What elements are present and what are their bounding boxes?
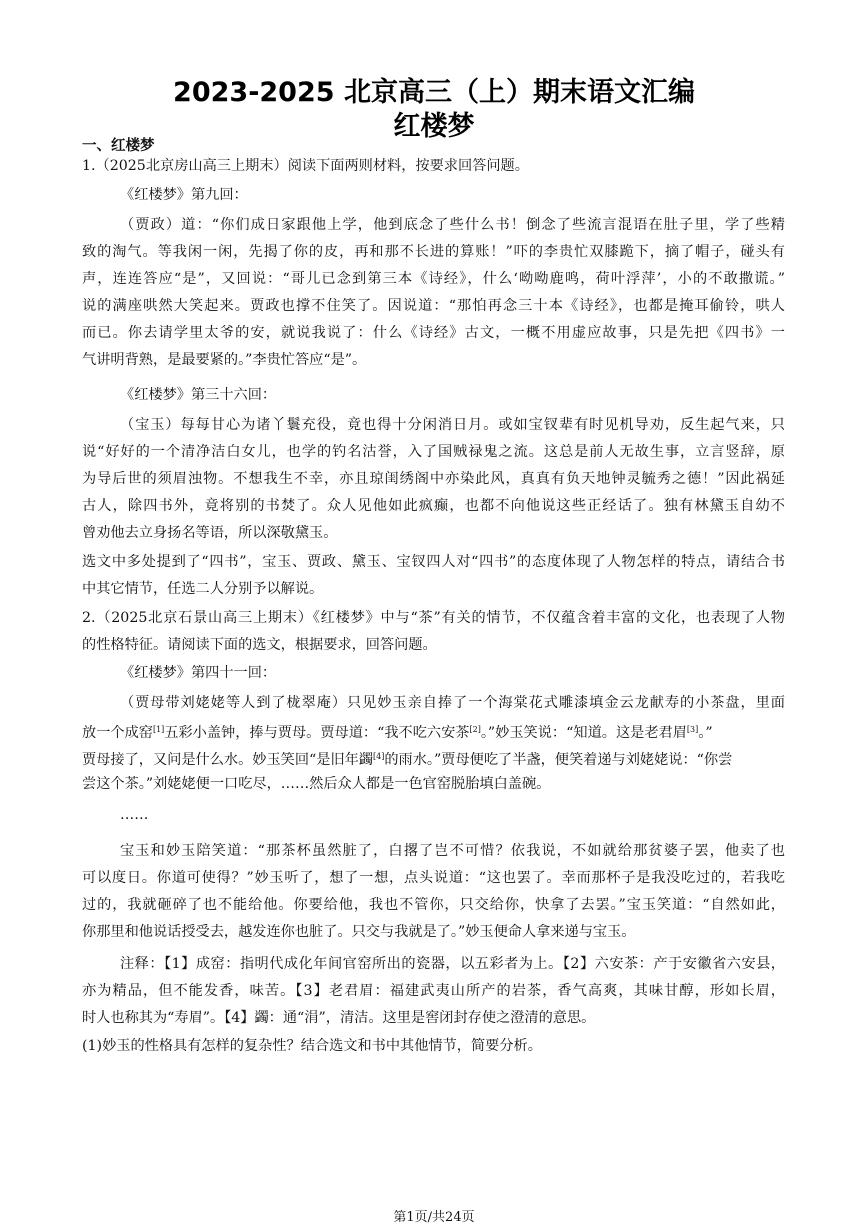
q2-source: 《红楼梦》第四十一回：: [120, 665, 277, 681]
q1-p1-line: 致的淘气。等我闲一闲，先揭了你的皮，再和那不长进的算账！”吓的李贵忙双膝跪下，摘了帽子，碰头有: [82, 244, 785, 260]
document-title: 2023-2025 北京高三（上）期末语文汇编: [173, 77, 695, 108]
ellipsis: ……: [120, 807, 149, 823]
q2-p2-line: 你那里和他说话授受去，越发连你也脏了。只交与我就是了。”妙玉便命人拿来递与宝玉。: [82, 924, 636, 940]
q1-p1-line: 说的满座哄然大笑起来。贾政也撑不住笑了。因说道：“那怕再念三十本《诗经》，也都是掩耳偷铃，哄人: [82, 298, 785, 314]
q2-p1-text: 五彩小盖钟，捧与贾母。贾母道：“我不吃六安茶: [164, 725, 470, 741]
q2-p1-line: （贾母带刘姥姥等人到了栊翠庵）只见妙玉亲自捧了一个海棠花式雕漆填金云龙献寿的小茶盘，里面: [120, 695, 785, 711]
footnote-ref: [4]: [373, 752, 385, 761]
q2-p1-line: 尝这个茶。”刘姥姥便一口吃尽，……然后众人都是一色官窑脱胎填白盖碗。: [82, 776, 551, 792]
footnote-ref: [2]: [469, 725, 481, 734]
q2-intro-line: 的性格特征。请阅读下面的选文，根据要求，回答问题。: [82, 637, 437, 653]
notes-line: 亦为精品，但不能发香，味苦。【3】老君眉：福建武夷山所产的岩茶，香气高爽，其味甘醇，形如长眉，: [82, 983, 785, 999]
page-footer: 第1页/共24页: [393, 1210, 475, 1225]
q2-p2-line: 可以度日。你道可使得？”妙玉听了，想了一想，点头说道：“这也罢了。幸而那杯子是我没吃过的，若我吃: [82, 870, 785, 886]
document-subtitle: 红楼梦: [393, 111, 475, 142]
q1-p2-line: 为导后世的须眉浊物。不想我生不幸，亦且琼闺绣阁中亦染此风，真真有负天地钟灵毓秀之德！”因此祸延: [82, 471, 785, 487]
q1-p2-line: （宝玉）每每甘心为诸丫鬟充役，竟也得十分闲消日月。或如宝钗辈有时见机导劝，反生起气来，只: [120, 417, 785, 433]
q1-source-1: 《红楼梦》第九回：: [120, 187, 248, 203]
q1-intro: 1.（2025北京房山高三上期末）阅读下面两则材料，按要求回答问题。: [82, 158, 529, 174]
q2-subquestion-1: (1)妙玉的性格具有怎样的复杂性？结合选文和书中其他情节，简要分析。: [82, 1038, 542, 1054]
q1-source-2: 《红楼梦》第三十六回：: [120, 387, 277, 403]
q2-p1-line: [82, 721, 713, 742]
q1-p1-line: 气讲明背熟，是最要紧的。”李贵忙答应“是”。: [82, 352, 367, 368]
q1-task-line: 选文中多处提到了“四书”，宝玉、贾政、黛玉、宝钗四人对“四书”的态度体现了人物怎样的特点，请结合书: [82, 554, 785, 570]
q1-p2-line: 说“好好的一个清净洁白女儿，也学的钓名沽誉，入了国贼禄鬼之流。这总是前人无故生事，立言竖辞，原: [82, 444, 785, 460]
q2-p1-text: 。”: [698, 725, 713, 741]
q1-p1-line: （贾政）道：“你们成日家跟他上学，他到底念了些什么书！倒念了些流言混语在肚子里，学了些精: [120, 217, 785, 233]
q2-p1-text: 贾母接了，又问是什么水。妙玉笑回“是旧年蠲: [82, 752, 374, 768]
q1-task-line: 中其它情节，任选二人分别予以解说。: [82, 581, 324, 597]
q1-p1-line: 而已。你去请学里太爷的安，就说我说了：什么《诗经》古文，一概不用虚应故事，只是先把《四书》一: [82, 325, 785, 341]
q2-p2-line: 宝玉和妙玉陪笑道：“那茶杯虽然脏了，白撂了岂不可惜？依我说，不如就给那贫婆子罢，他卖了也: [120, 843, 785, 859]
q1-p2-line: 曾劝他去立身扬名等语，所以深敬黛玉。: [82, 525, 338, 541]
q2-p1-text: 的雨水。”贾母便吃了半盏，便笑着递与刘姥姥说：“你尝: [384, 752, 733, 768]
notes-line: 时人也称其为“寿眉”。【4】蠲：通“涓”，清洁。这里是窖闭封存使之澄清的意思。: [82, 1010, 596, 1026]
q1-p2-line: 古人，除四书外，竟将别的书焚了。众人见他如此疯癫，也都不向他说这些正经话了。独有林黛玉自幼不: [82, 498, 785, 514]
section-heading: 一、红楼梦: [82, 138, 155, 154]
footnote-ref: [3]: [686, 725, 699, 734]
q1-p1-line: 声，连连答应“是”，又回说：“哥儿已念到第三本《诗经》，什么‘呦呦鹿鸣，荷叶浮萍’，小的不敢撒谎。”: [82, 271, 785, 287]
q2-p1-line: [82, 748, 732, 769]
q2-p1-text: 放一个成窑: [82, 725, 153, 741]
notes-line: 注释：【1】成窑：指明代成化年间官窑所出的瓷器，以五彩者为上。【2】六安茶：产于安徽省六安县，: [120, 956, 785, 972]
q2-intro-line: 2.（2025北京石景山高三上期末）《红楼梦》中与“茶”有关的情节，不仅蕴含着丰富的文化，也表现了人物: [82, 610, 785, 626]
q2-p2-line: 过的，我就砸碎了也不能给他。你要给他，我也不管你，只交给你，快拿了去罢。”宝玉笑道：“自然如此，: [82, 897, 785, 913]
footnote-ref: [1]: [152, 725, 165, 734]
q2-p1-text: 。”妙玉笑说：“知道。这是老君眉: [480, 725, 687, 741]
